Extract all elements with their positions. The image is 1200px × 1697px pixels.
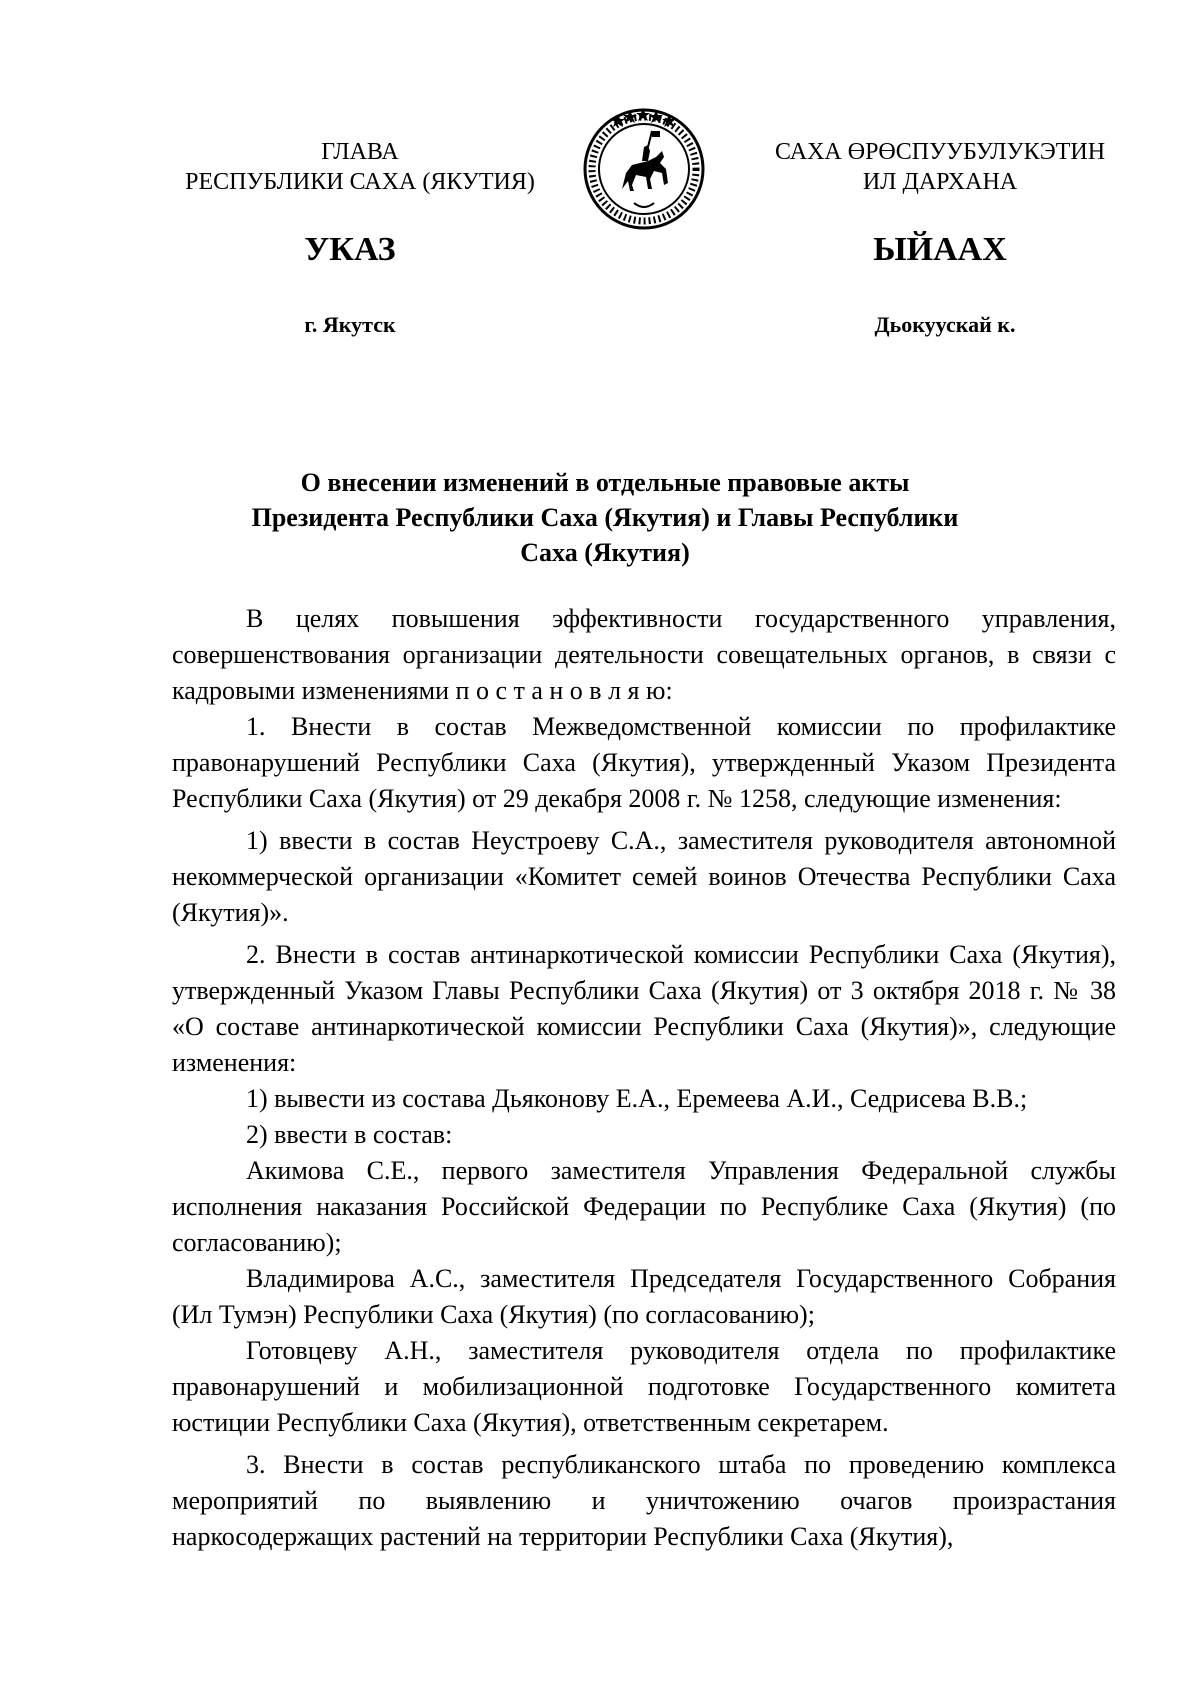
paragraph-member-vladimirov: Владимирова А.С., заместителя Председателя Государственного Собрания (Ил Тумэн) Республики Саха (Якутия) (по согласованию); — [172, 1264, 1116, 1329]
paragraph-item-2-1: 1) вывести из состава Дьяконову Е.А., Еремеева А.И., Седрисева В.В.; — [246, 1084, 1028, 1113]
paragraph-member-gotovtseva: Готовцеву А.Н., заместителя руководителя отдела по профилактике правонарушений и мобилизационной подготовке Государственного комитета юстиции Республики Саха (Якутия), ответственным секретарем. — [172, 1336, 1116, 1437]
paragraph-item-3: 3. Внести в состав республиканского штаба по проведению комплекса мероприятий по выявлению и уничтожению очагов произрастания наркосодержащих растений на территории Республики Саха (Якутия), — [172, 1450, 1116, 1551]
city-ru: г. Якутск — [304, 312, 396, 337]
title-line-2: Президента Республики Саха (Якутия) и Главы Республики — [251, 503, 959, 532]
document-body — [172, 601, 1116, 1555]
header-left — [145, 137, 575, 197]
city-sakha: Дьокуускай к. — [874, 312, 1016, 337]
paragraph-item-1: 1. Внести в состав Межведомственной комиссии по профилактике правонарушений Республики Саха (Якутия), утвержденный Указом Президента Республики Саха (Якутия) от 29 декабря 2008 г. № 1258, следующие изменения: — [172, 712, 1116, 813]
coat-of-arms-icon — [582, 107, 706, 231]
title-line-3: Саха (Якутия) — [520, 538, 690, 567]
paragraph-item-2-2: 2) ввести в состав: — [246, 1120, 453, 1149]
header-right — [745, 137, 1135, 197]
paragraph-preamble: В целях повышения эффективности государственного управления, совершенствования организации деятельности совещательных органов, в связи с кадровыми изменениями п о с т а н о в л я ю: — [172, 604, 1116, 705]
paragraph-item-2: 2. Внести в состав антинаркотической комиссии Республики Саха (Якутия), утвержденный Указом Главы Республики Саха (Якутия) от 3 октября 2018 г. № 38 «О составе антинаркотической комиссии Республики Саха (Якутия)», следующие изменения: — [172, 940, 1116, 1077]
title-line-1: О внесении изменений в отдельные правовые акты — [300, 468, 910, 497]
header-left-line1: ГЛАВА — [321, 139, 399, 165]
paragraph-member-akimov: Акимова С.Е., первого заместителя Управления Федеральной службы исполнения наказания Российской Федерации по Республике Саха (Якутия) (по согласованию); — [172, 1156, 1116, 1257]
decree-label-sakha: ЫЙААХ — [873, 231, 1007, 268]
paragraph-item-1-1: 1) ввести в состав Неустроеву С.А., заместителя руководителя автономной некоммерческой организации «Комитет семей воинов Отечества Республики Саха (Якутия)». — [172, 826, 1116, 927]
header-right-line2: ИЛ ДАРХАНА — [862, 169, 1018, 195]
header-right-line1: САХА ӨРӨСПУУБУЛУКЭТИН — [774, 139, 1106, 165]
document-title — [170, 465, 1040, 570]
decree-label-ru: УКАЗ — [304, 231, 396, 268]
header-left-line2: РЕСПУБЛИКИ САХА (ЯКУТИЯ) — [185, 169, 535, 195]
